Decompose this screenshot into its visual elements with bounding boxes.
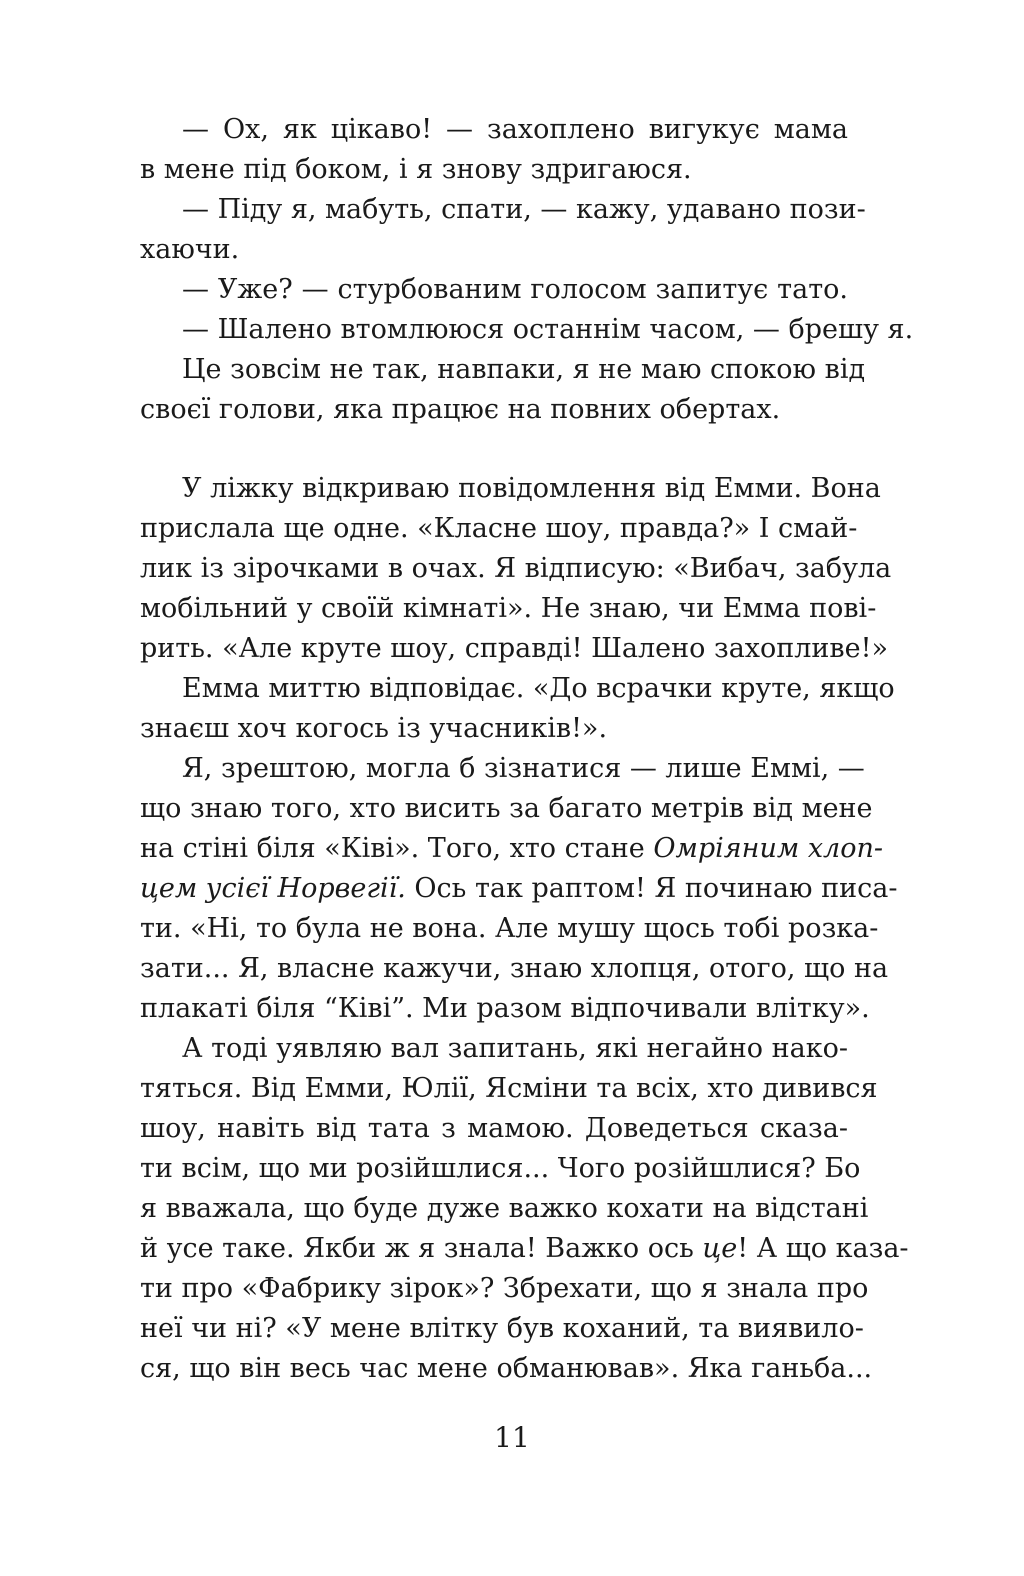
text-line: — Шалено втомлююся останнім часом, — брешу я. <box>182 314 914 345</box>
italic-text: це <box>702 1233 738 1264</box>
text-line: рить. «Але круте шоу, справді! Шалено захопливе!» <box>140 633 888 664</box>
text-line: — Ох, як цікаво! — захоплено вигукує мама <box>182 114 848 145</box>
text-line: ти всім, що ми розійшлися... Чого розійшлися? Бо <box>140 1153 861 1184</box>
text-line: прислала ще одне. «Класне шоу, правда?» І смай- <box>140 513 858 544</box>
text-line: А тоді уявляю вал запитань, які негайно нако- <box>182 1033 848 1064</box>
text-line: що знаю того, хто висить за багато метрів від мене <box>140 793 873 824</box>
text-line: ти. «Ні, то була не вона. Але мушу щось тобі розка- <box>140 913 879 944</box>
text-line: Я, зрештою, могла б зізнатися — лише Еммі, — <box>182 753 865 784</box>
text-line: на стіні біля «Ківі». Того, хто стане Омріяним хлоп- <box>140 833 884 864</box>
text-line: цем усієї Норвегії. Ось так раптом! Я починаю писа- <box>140 873 898 904</box>
text-line: й усе таке. Якби ж я знала! Важко ось це! А що каза- <box>140 1233 909 1264</box>
text-line: мобільний у своїй кімнаті». Не знаю, чи Емма пові- <box>140 593 877 624</box>
text-line: Це зовсім не так, навпаки, я не маю спокою від <box>182 354 866 385</box>
text-line: неї чи ні? «У мене влітку був коханий, та виявило- <box>140 1313 864 1344</box>
text-line: знаєш хоч когось із учасників!». <box>140 713 608 744</box>
text-line: плакаті біля “Ківі”. Ми разом відпочивали влітку». <box>140 993 870 1024</box>
text-line: шоу, навіть від тата з мамою. Доведеться сказа- <box>140 1113 848 1144</box>
text-line: хаючи. <box>140 234 240 265</box>
text-line: Емма миттю відповідає. «До всрачки круте, якщо <box>182 673 895 704</box>
italic-text: Омріяним хлоп- <box>653 833 884 864</box>
text-line: — Уже? — стурбованим голосом запитує тато. <box>182 274 848 305</box>
text-line: ти про «Фабрику зірок»? Збрехати, що я знала про <box>140 1273 869 1304</box>
page-number: 11 <box>494 1421 530 1454</box>
text-line: зати... Я, власне кажучи, знаю хлопця, отого, що на <box>140 953 889 984</box>
text-line: своєї голови, яка працює на повних обертах. <box>140 394 781 425</box>
text-line: У ліжку відкриваю повідомлення від Емми. Вона <box>182 473 881 504</box>
text-line: я вважала, що буде дуже важко кохати на відстані <box>140 1193 869 1224</box>
text-line: в мене під боком, і я знову здригаюся. <box>140 154 692 185</box>
text-line: лик із зірочками в очах. Я відписую: «Вибач, забула <box>140 553 892 584</box>
text-line: — Піду я, мабуть, спати, — кажу, удавано пози- <box>182 194 866 225</box>
italic-text: цем усієї Норвегії. <box>140 873 406 904</box>
text-line: тяться. Від Емми, Юлії, Ясміни та всіх, хто дивився <box>140 1073 878 1104</box>
text-line: ся, що він весь час мене обманював». Яка ганьба... <box>140 1353 873 1384</box>
